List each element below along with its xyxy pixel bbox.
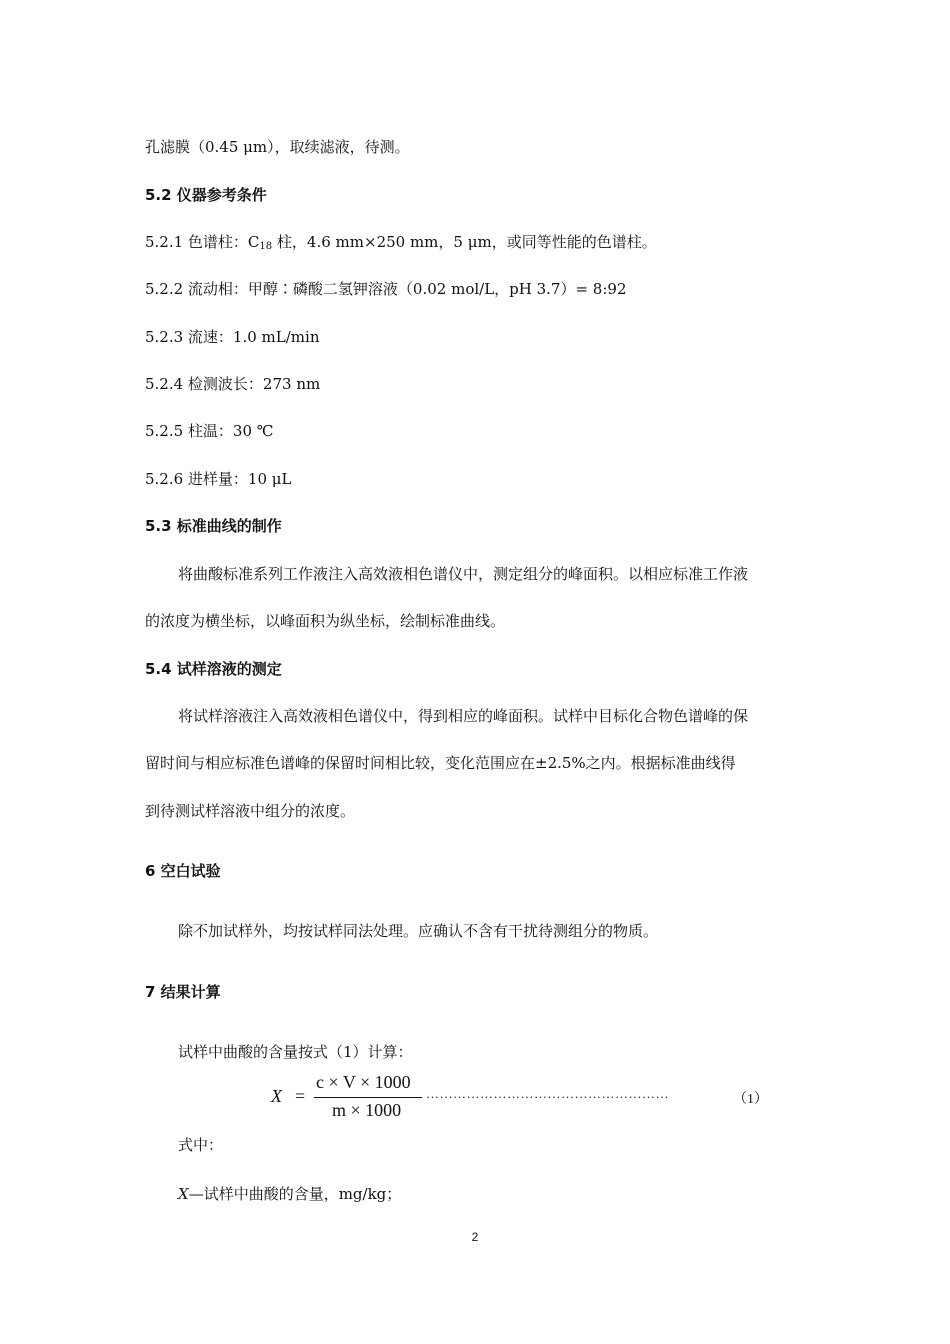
text-line-5-2-1 — [145, 231, 657, 258]
section-heading-5-4: 5.4 试样溶液的测定 — [145, 660, 282, 678]
fraction-bar — [314, 1097, 422, 1098]
paragraph-line: 将曲酸标准系列工作液注入高效液相色谱仪中，测定组分的峰面积。以相应标准工作液 — [178, 565, 749, 583]
text-line-5-2-4: 5.2.4 检测波长：273 nm — [145, 375, 321, 393]
text-5-2-1-prefix: 5.2.1 色谱柱：C — [145, 233, 260, 251]
text-5-2-1-suffix: 柱，4.6 mm×250 mm，5 μm，或同等性能的色谱柱。 — [272, 233, 657, 251]
equation-1 — [268, 1072, 768, 1122]
paragraph-line: 的浓度为横坐标，以峰面积为纵坐标，绘制标准曲线。 — [145, 612, 506, 630]
paragraph-line: 试样中曲酸的含量按式（1）计算： — [178, 1043, 413, 1061]
where-label: 式中： — [178, 1136, 224, 1154]
section-heading-7: 7 结果计算 — [145, 983, 221, 1001]
paragraph-line: 除不加试样外，均按试样同法处理。应确认不含有干扰待测组分的物质。 — [178, 922, 659, 940]
definition-x — [178, 1183, 401, 1205]
paragraph-line: 留时间与相应标准色谱峰的保留时间相比较，变化范围应在±2.5%之内。根据标准曲线得 — [145, 754, 736, 772]
text-line-5-2-5: 5.2.5 柱温：30 ℃ — [145, 422, 274, 440]
section-heading-5-2: 5.2 仪器参考条件 — [145, 186, 267, 204]
text-line: 孔滤膜（0.45 μm），取续滤液，待测。 — [145, 138, 410, 156]
paragraph-line: 将试样溶液注入高效液相色谱仪中，得到相应的峰面积。试样中目标化合物色谱峰的保 — [178, 707, 749, 725]
section-heading-6: 6 空白试验 — [145, 862, 221, 880]
paragraph-line: 到待测试样溶液中组分的浓度。 — [145, 802, 356, 820]
equation-number: （1） — [733, 1092, 768, 1107]
subscript-18: 18 — [259, 241, 273, 252]
page-number: 2 — [471, 1230, 479, 1244]
section-heading-5-3: 5.3 标准曲线的制作 — [145, 517, 282, 535]
equation-leader-dots: ……………………………………………… — [426, 1086, 669, 1101]
definition-variable: X — [178, 1185, 189, 1203]
text-line-5-2-3: 5.2.3 流速：1.0 mL/min — [145, 328, 320, 346]
equation-equals: = — [295, 1086, 306, 1106]
text-line-5-2-2: 5.2.2 流动相：甲醇∶磷酸二氢钾溶液（0.02 mol/L，pH 3.7）= 8:92 — [145, 280, 627, 298]
definition-text: —试样中曲酸的含量，mg/kg； — [188, 1185, 402, 1203]
equation-lhs: X — [271, 1086, 282, 1106]
equation-numerator: c × V × 1000 — [316, 1072, 411, 1092]
text-line-5-2-6: 5.2.6 进样量：10 μL — [145, 470, 292, 488]
equation-denominator: m × 1000 — [332, 1100, 402, 1120]
